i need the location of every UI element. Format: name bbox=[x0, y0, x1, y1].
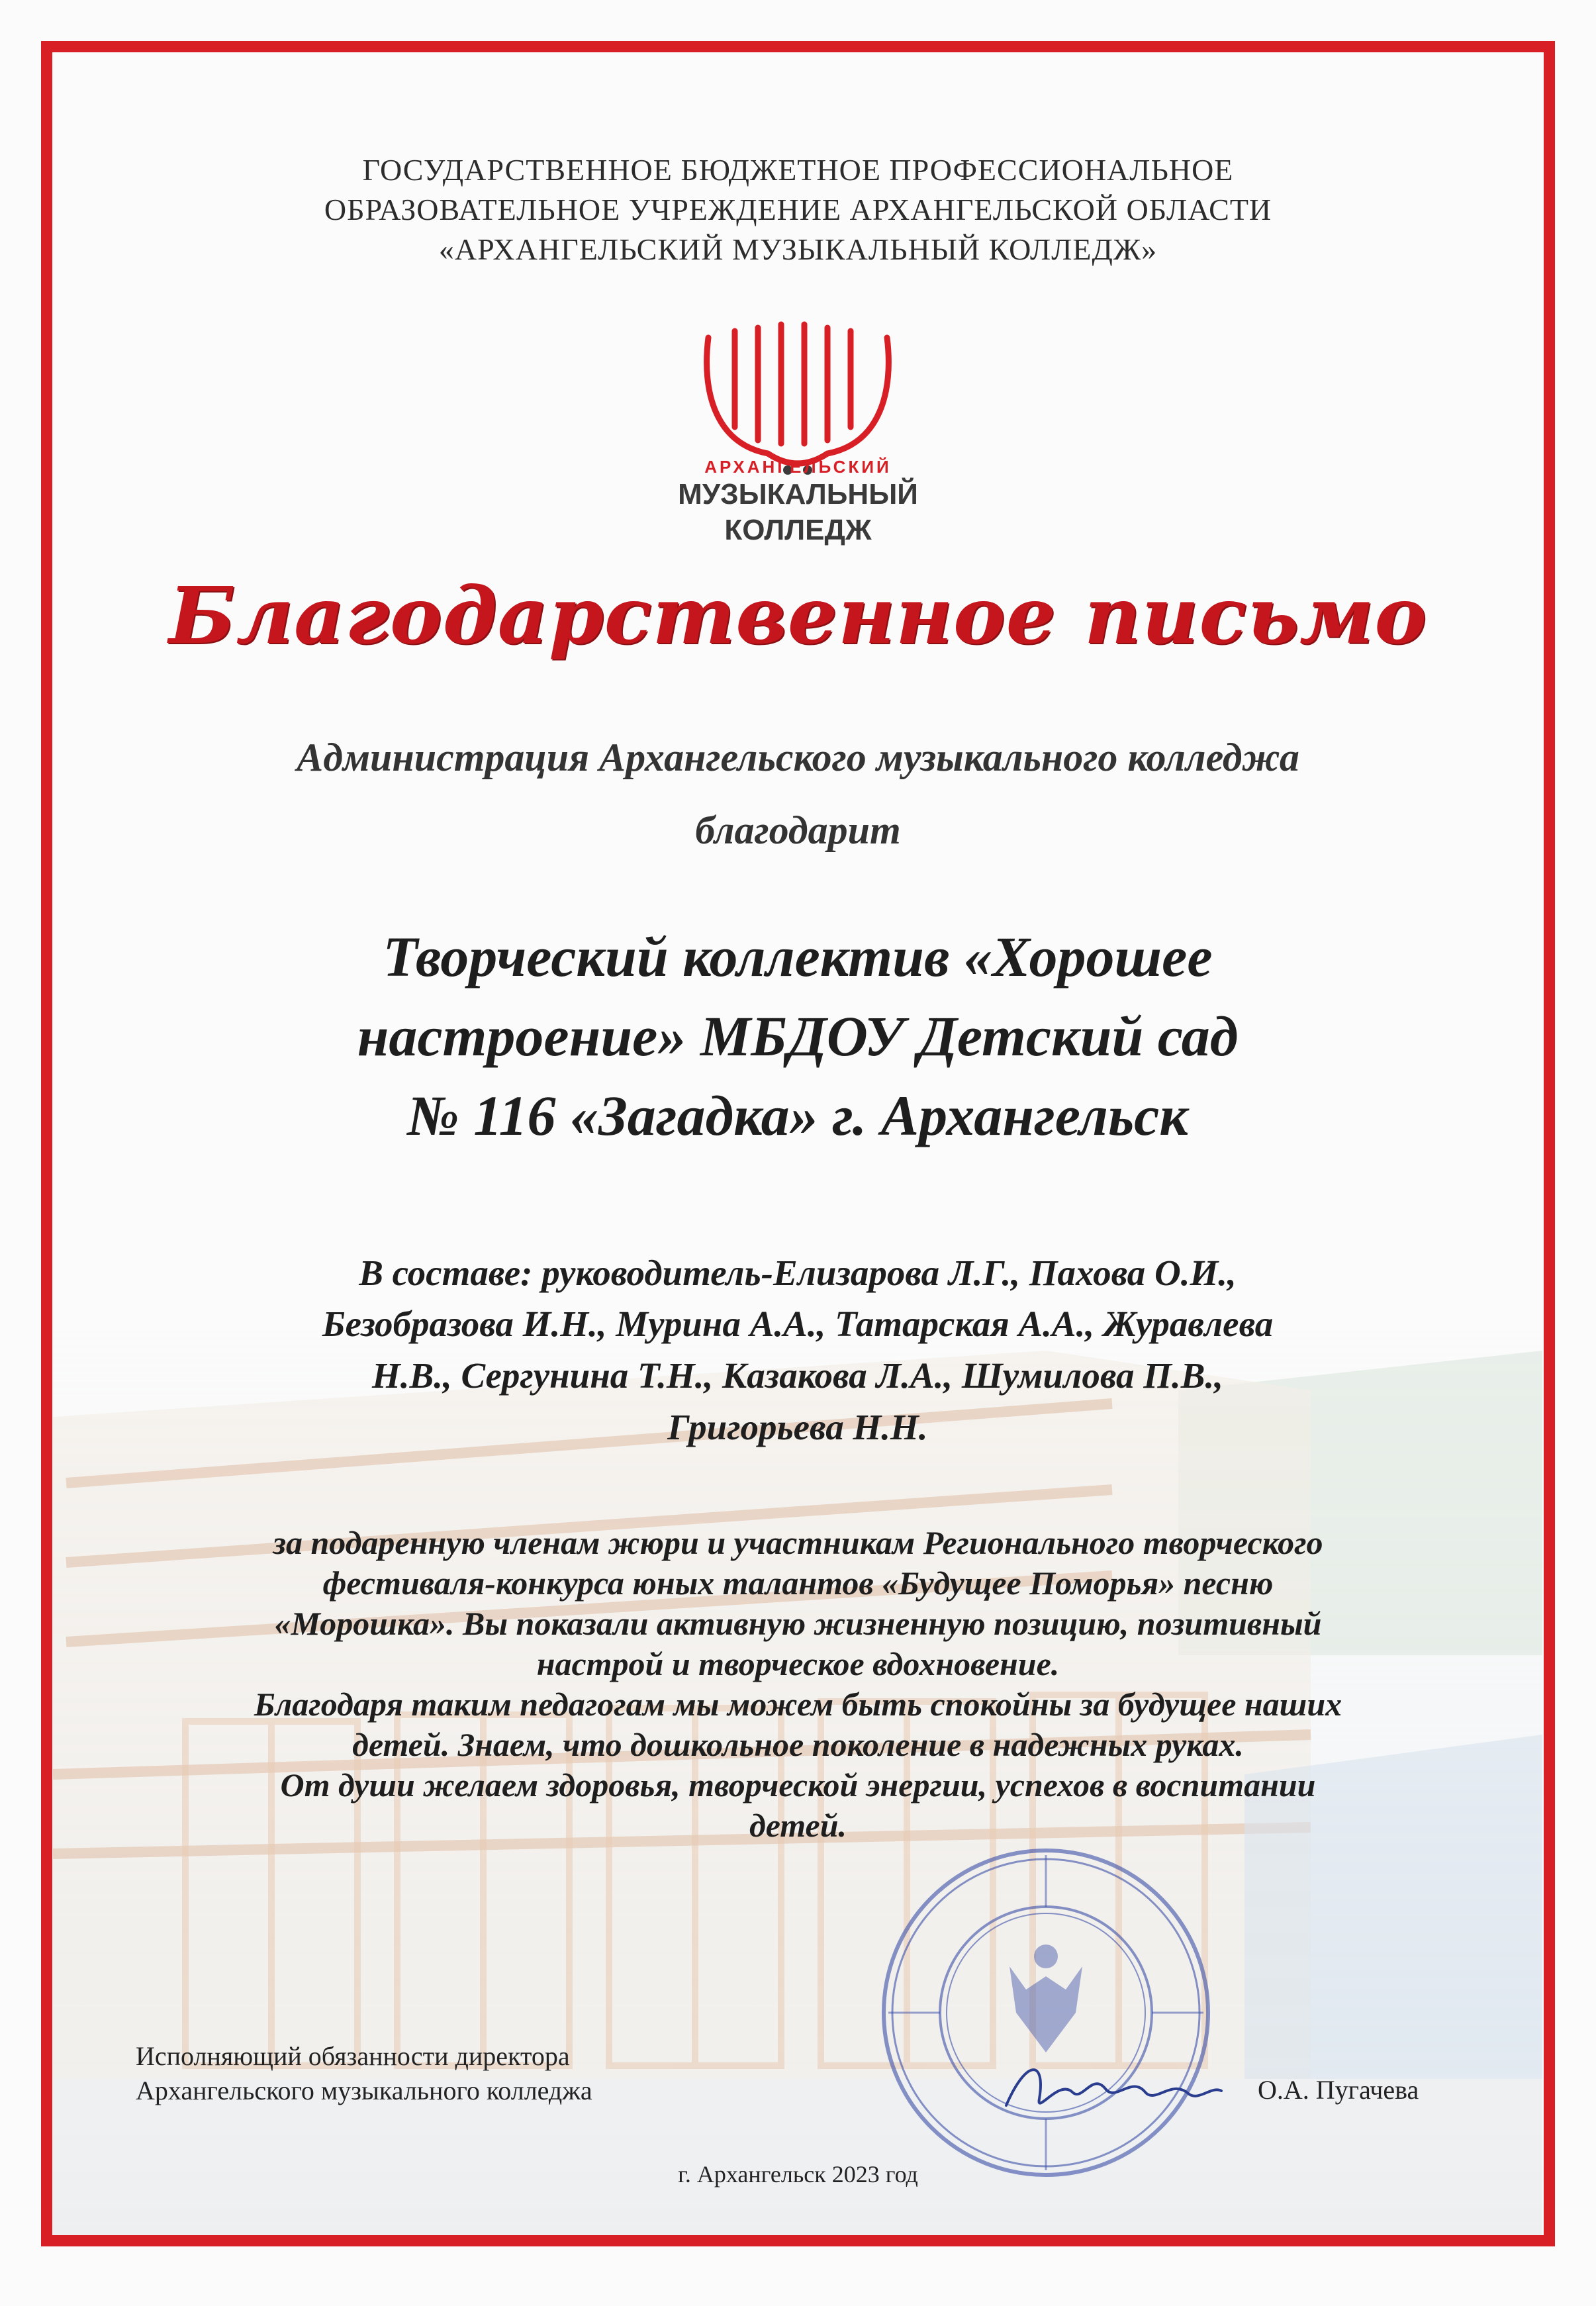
intro-line-1: Администрация Архангельского музыкального колледжа bbox=[297, 736, 1299, 779]
header-line-1: ГОСУДАРСТВЕННОЕ БЮДЖЕТНОЕ ПРОФЕССИОНАЛЬНОЕ bbox=[362, 153, 1234, 187]
members-line-1: В составе: руководитель-Елизарова Л.Г., Пахова О.И., bbox=[359, 1253, 1237, 1293]
logo-text-line-3: КОЛЛЕДЖ bbox=[724, 514, 872, 546]
members-line-3: Н.В., Сергунина Т.Н., Казакова Л.А., Шумилова П.В., bbox=[371, 1355, 1223, 1396]
body-line-4: настрой и творческое вдохновение. bbox=[536, 1645, 1060, 1682]
members-line-2: Безобразова И.Н., Мурина А.А., Татарская А.А., Журавлева bbox=[322, 1304, 1274, 1344]
body-line-3: «Морошка». Вы показали активную жизненную позицию, позитивный bbox=[274, 1605, 1322, 1642]
document-title: Благодарственное письмо bbox=[168, 569, 1428, 661]
logo-text-line-2: МУЗЫКАЛЬНЫЙ bbox=[678, 478, 918, 510]
official-seal-stamp bbox=[874, 1841, 1218, 2185]
logo-text-line-1: АРХАНГЕЛЬСКИЙ bbox=[704, 457, 892, 477]
recipient-line-1: Творческий коллектив «Хорошее bbox=[383, 925, 1213, 988]
handwritten-signature bbox=[1000, 2052, 1225, 2119]
body-line-7: От души желаем здоровья, творческой энергии, успехов в воспитании bbox=[280, 1766, 1316, 1803]
signatory-position-line-2: Архангельского музыкального колледжа bbox=[136, 2076, 592, 2105]
body-line-2: фестиваля-конкурса юных талантов «Будущее Поморья» песню bbox=[322, 1564, 1274, 1602]
header-line-2: ОБРАЗОВАТЕЛЬНОЕ УЧРЕЖДЕНИЕ АРХАНГЕЛЬСКОЙ ОБЛАСТИ bbox=[324, 193, 1272, 226]
header-line-3: «АРХАНГЕЛЬСКИЙ МУЗЫКАЛЬНЫЙ КОЛЛЕДЖ» bbox=[438, 232, 1158, 266]
recipient-line-3: № 116 «Загадка» г. Архангельск bbox=[407, 1084, 1188, 1147]
body-line-5: Благодаря таким педагогам мы можем быть спокойны за будущее наших bbox=[254, 1686, 1342, 1723]
intro-line-2: благодарит bbox=[695, 808, 901, 852]
signatory-position bbox=[136, 2039, 592, 2108]
recipient-line-2: настроение» МБДОУ Детский сад bbox=[357, 1004, 1239, 1068]
members-line-4: Григорьева Н.Н. bbox=[667, 1407, 928, 1447]
body-line-8: детей. bbox=[749, 1807, 847, 1844]
footer-place-year: г. Архангельск 2023 год bbox=[678, 2161, 918, 2187]
signatory-name: О.А. Пугачева bbox=[1258, 2075, 1419, 2105]
signatory-position-line-1: Исполняющий обязанности директора bbox=[136, 2041, 570, 2071]
body-line-1: за подаренную членам жюри и участникам Регионального творческого bbox=[273, 1524, 1323, 1561]
body-line-6: детей. Знаем, что дошкольное поколение в надежных руках. bbox=[352, 1726, 1244, 1763]
